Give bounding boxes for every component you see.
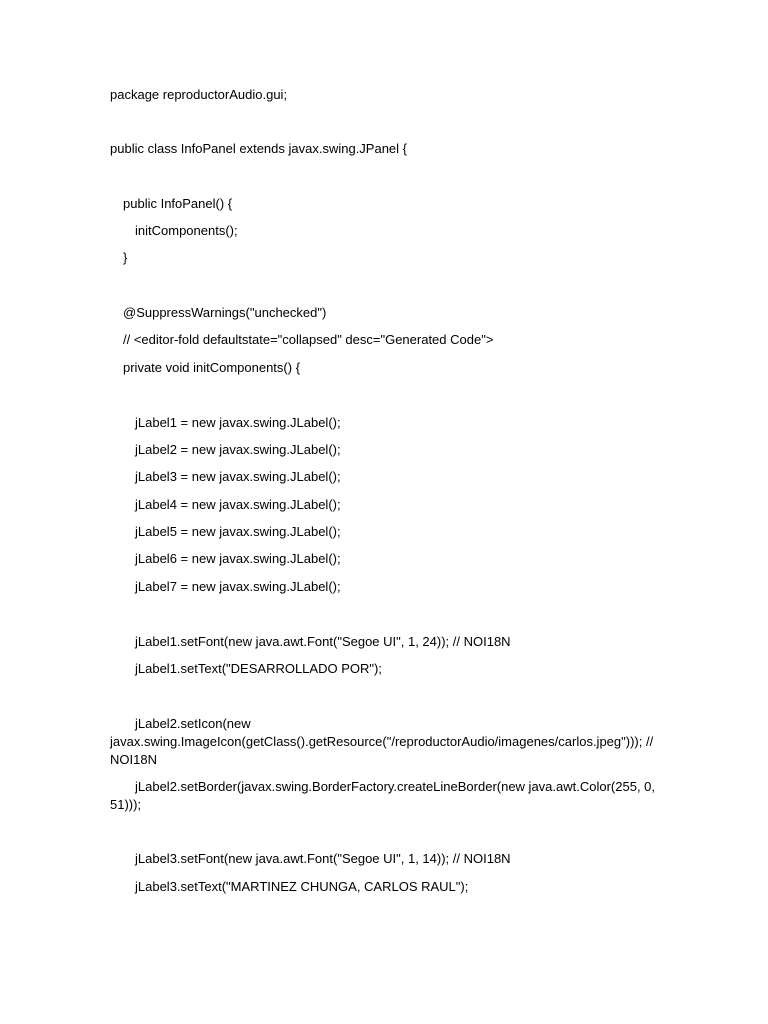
code-line-editor-fold: // <editor-fold defaultstate="collapsed" desc="Generated Code">	[123, 332, 494, 347]
code-line-jlabel3-text: jLabel3.setText("MARTINEZ CHUNGA, CARLOS RAUL");	[135, 879, 469, 894]
code-line-jlabel4-new: jLabel4 = new javax.swing.JLabel();	[135, 497, 341, 512]
code-line-jlabel2-new: jLabel2 = new javax.swing.JLabel();	[135, 442, 341, 457]
code-line-jlabel7-new: jLabel7 = new javax.swing.JLabel();	[135, 579, 341, 594]
code-line-class-declaration: public class InfoPanel extends javax.swing.JPanel {	[110, 141, 408, 156]
code-line-jlabel2-icon-continued: javax.swing.ImageIcon(getClass().getResource("/reproductorAudio/imagenes/carlos.jpeg"))); //	[110, 734, 654, 749]
code-line-jlabel2-icon: jLabel2.setIcon(new	[135, 716, 251, 731]
code-line-jlabel1-new: jLabel1 = new javax.swing.JLabel();	[135, 415, 341, 430]
code-line-init-call: initComponents();	[135, 223, 238, 238]
code-line-jlabel1-text: jLabel1.setText("DESARROLLADO POR");	[135, 661, 382, 676]
code-line-jlabel6-new: jLabel6 = new javax.swing.JLabel();	[135, 551, 341, 566]
code-line-constructor: public InfoPanel() {	[123, 196, 233, 211]
code-line-jlabel2-icon-end: NOI18N	[110, 752, 157, 767]
code-line-jlabel2-border: jLabel2.setBorder(javax.swing.BorderFactory.createLineBorder(new java.awt.Color(255, 0,	[135, 779, 656, 794]
code-line-jlabel3-new: jLabel3 = new javax.swing.JLabel();	[135, 469, 341, 484]
code-line-annotation: @SuppressWarnings("unchecked")	[123, 305, 327, 320]
code-line-jlabel1-font: jLabel1.setFont(new java.awt.Font("Segoe UI", 1, 24)); // NOI18N	[135, 634, 511, 649]
code-line-method-declaration: private void initComponents() {	[123, 360, 301, 375]
code-line-jlabel3-font: jLabel3.setFont(new java.awt.Font("Segoe UI", 1, 14)); // NOI18N	[135, 851, 511, 866]
code-line-jlabel5-new: jLabel5 = new javax.swing.JLabel();	[135, 524, 341, 539]
code-line-package: package reproductorAudio.gui;	[110, 87, 288, 102]
code-line-close-brace: }	[123, 250, 128, 265]
code-line-jlabel2-border-end: 51)));	[110, 797, 142, 812]
